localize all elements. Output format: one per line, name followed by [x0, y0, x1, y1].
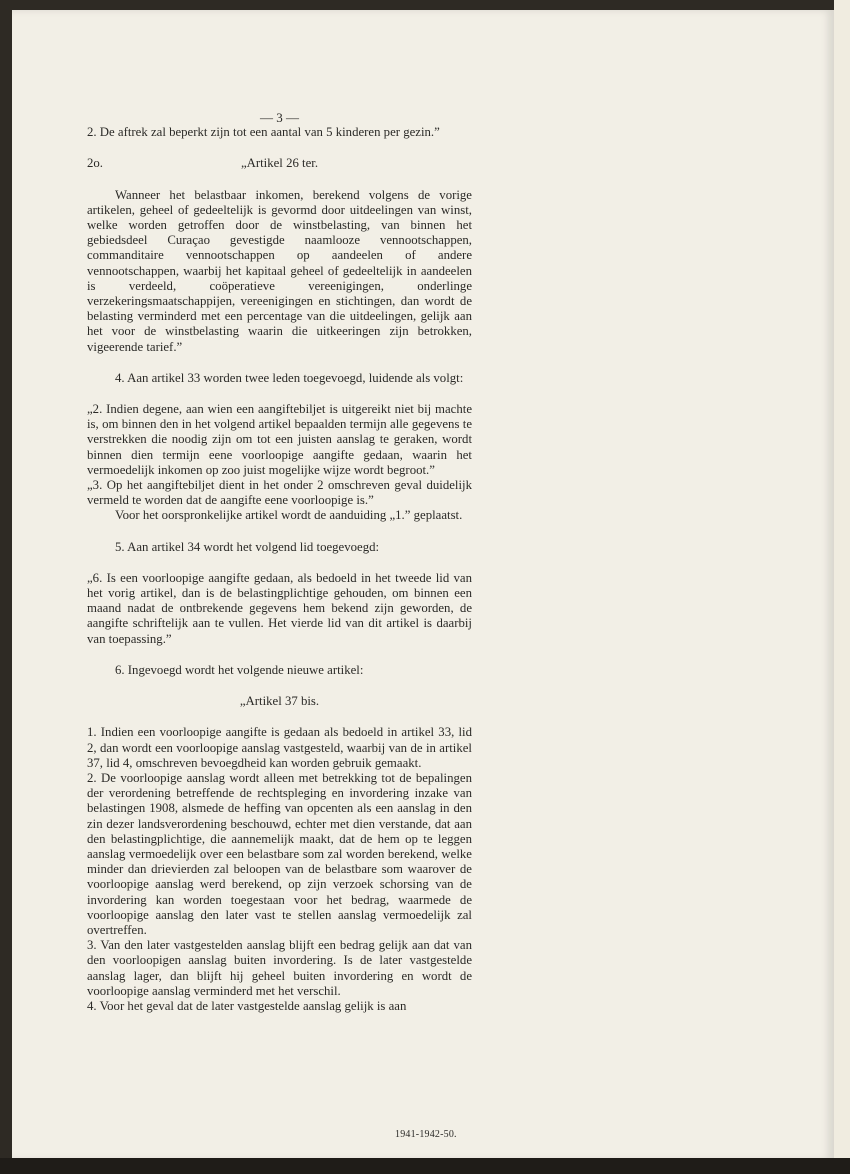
scan-bottom-edge [0, 1158, 850, 1174]
paragraph-article-33-lid-3: „3. Op het aangiftebiljet dient in het onder 2 omschreven geval duidelijk vermeld te worden dat de aangifte eene voorloopige is.” [87, 478, 472, 508]
paragraph-article-34-intro: 5. Aan artikel 34 wordt het volgend lid toegevoegd: [115, 539, 380, 554]
paragraph-article-34-lid-6: „6. Is een voorloopige aangifte gedaan, als bedoeld in het tweede lid van het vorig artikel, dan is de belastingplichtige gehouden, om binnen een maand nadat de ontbrekende gegevens hem bekend zijn geworden, de aangifte schriftelijk aan te vullen. Het vierde lid van dit artikel is daarbij van toepassing.” [87, 570, 472, 646]
paragraph-article-37-bis-lid-1: 1. Indien een voorloopige aangifte is gedaan als bedoeld in artikel 33, lid 2, dan wordt een voorloopige aanslag vastgesteld, waarbij van de in artikel 37, lid 4, omschreven bevoegdheid kan worden gebruik gemaakt. [87, 725, 472, 770]
article-37-bis-title: „Artikel 37 bis. [239, 694, 320, 709]
paragraph-article-37-bis-lid-2: 2. De voorloopige aanslag wordt alleen met betrekking tot de bepalingen der verordening betreffende de rechtspleging en invordering inzake van belastingen 1908, alsmede de heffing van opcenten als een aanslag in den zin dezer landsverordening beschouwd, echter met dien verstande, dat aan den belastingplichtige, die aannemelijk maakt, dat de hem op te leggen aanslag vermoedelijk over een belastbare som zal worden berekend, welke minder dan drievierden zal beloopen van de belastbare som waarover de voorloopige aanslag werd berekend, op zijn verzoek schorsing van de invordering kan worden toegestaan voor het bedrag, waarmede de voorloopige aanslag den later vast te stellen aanslag vermoedelijk zal overtreffen. [87, 770, 472, 937]
footer-code: 1941-1942-50. [395, 1129, 457, 1140]
article-26-heading [87, 156, 472, 171]
paragraph-article-33-lid-2: „2. Indien degene, aan wien een aangiftebiljet is uitgereikt niet bij machte is, om binnen den in het volgend artikel bepaalden termijn alle gegevens te verstrekken die noodig zijn om tot een juisten aanslag te geraken, wordt binnen dien termijn eene voorloopige aangifte gedaan, waarin het vermoedelijk inkomen op zoo juist mogelijke wijze wordt begroot.” [87, 402, 472, 477]
clause-number: 2o. [87, 156, 103, 171]
paragraph-article-37-bis-lid-4: 4. Voor het geval dat de later vastgestelde aanslag gelijk is aan [87, 998, 407, 1013]
document-page [12, 10, 834, 1160]
paragraph-article-37-bis-lid-3: 3. Van den later vastgestelden aanslag blijft een bedrag gelijk aan dat van den voorloopigen aanslag buiten invordering. Is de later vastgestelde aanslag lager, dan blijft hij geheel buiten invordering en wordt de voorloopige aanslag verminderd met het verschil. [87, 938, 472, 998]
paragraph-article-33-renumber: Voor het oorspronkelijke artikel wordt de aanduiding „1.” geplaatst. [115, 508, 463, 523]
page-number: — 3 — [260, 110, 299, 125]
paragraph-new-article-intro: 6. Ingevoegd wordt het volgende nieuwe artikel: [115, 662, 364, 677]
paragraph-article-33-intro: 4. Aan artikel 33 worden twee leden toegevoegd, luidende als volgt: [115, 370, 464, 385]
paragraph-child-deduction: 2. De aftrek zal beperkt zijn tot een aantal van 5 kinderen per gezin.” [87, 125, 440, 140]
paragraph-article-26-body: Wanneer het belastbaar inkomen, berekend volgens de vorige artikelen, geheel of gedeeltelijk is gevormd door uitdeelingen van winst, welke worden getroffen door de winstbelasting, van binnen het gebiedsdeel Curaçao gevestigde naamlooze vennootschappen, commanditaire vennootschappen op aandeelen of andere vennootschappen, waarbij het kapitaal geheel of gedeeltelijk in aandeelen is verdeeld, coöperatieve vereenigingen, onderlinge verzekeringsmaatschappijen, vereenigingen en stichtingen, dan wordt de belasting verminderd met een percentage van die uitdeelingen, gelijk aan het voor de winstbelasting waarin die uitkeeringen zijn betrokken, vigeerende tarief.” [87, 187, 472, 354]
page-text [87, 110, 472, 1014]
article-title: „Artikel 26 ter. [240, 156, 319, 171]
scan-right-edge [834, 0, 850, 1174]
